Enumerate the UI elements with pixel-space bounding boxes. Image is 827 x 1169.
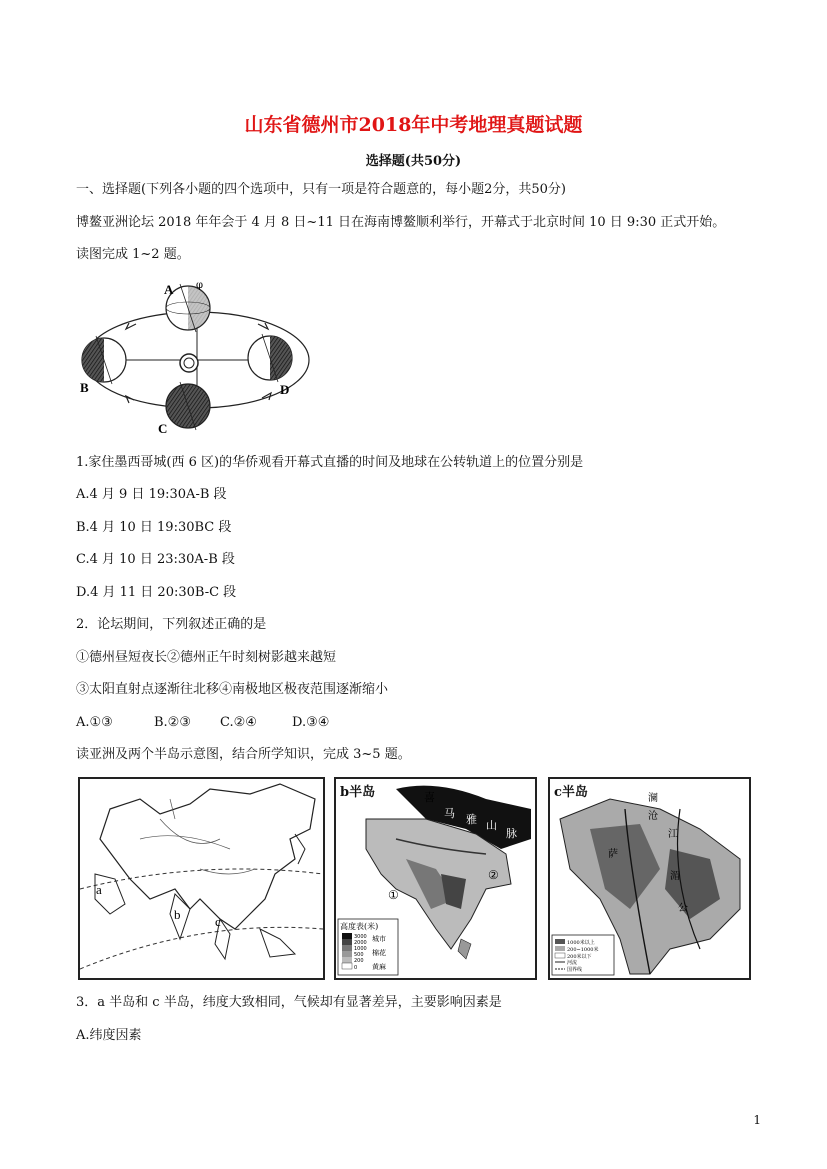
b-legend-item: 黄麻 bbox=[372, 963, 386, 971]
earth-position-d bbox=[248, 334, 292, 382]
c-peninsula-map bbox=[548, 777, 751, 980]
c-legend-item: 200米以下 bbox=[567, 954, 592, 960]
c-peninsula-title: c半岛 bbox=[552, 781, 590, 800]
question-2-option-b: B.②③ bbox=[154, 715, 191, 730]
b-peninsula-map bbox=[334, 777, 537, 980]
orbit-label-d: D bbox=[280, 382, 290, 397]
b-peninsula-title: b半岛 bbox=[338, 781, 377, 800]
c-place-char: 江 bbox=[668, 829, 678, 840]
b-place-char: 脉 bbox=[506, 827, 517, 840]
question-2-stem: 2．论坛期间，下列叙述正确的是 bbox=[76, 617, 267, 632]
orbit-arrow-icon bbox=[258, 323, 268, 329]
b-legend-level: 500 bbox=[354, 952, 364, 958]
page-number: 1 bbox=[753, 1113, 761, 1127]
b-legend-level: 1000 bbox=[354, 946, 367, 952]
b-place-char: 喜 bbox=[424, 791, 435, 804]
orbit-arrow-icon bbox=[126, 323, 136, 329]
earth-position-b bbox=[82, 336, 126, 384]
question-1-option-d: D.4 月 11 日 20:30B-C 段 bbox=[76, 585, 237, 600]
c-legend-item: 1000米以上 bbox=[567, 940, 595, 946]
b-marker-1: ① bbox=[388, 888, 399, 902]
c-peninsula-drawing bbox=[550, 779, 749, 978]
context-text-3: 读亚洲及两个半岛示意图，结合所学知识，完成 3~5 题。 bbox=[76, 747, 411, 762]
question-3-stem: 3．a 半岛和 c 半岛，纬度大致相同，气候却有显著差异，主要影响因素是 bbox=[76, 995, 502, 1010]
question-1-stem: 1.家住墨西哥城(西 6 区)的华侨观看开幕式直播的时间及地球在公转轨道上的位置分别是 bbox=[76, 455, 584, 470]
b-legend-item: 城市 bbox=[372, 935, 386, 943]
b-place-char: 雅 bbox=[466, 813, 477, 826]
c-legend-item: 河流 bbox=[567, 960, 578, 966]
orbit-label-a: A bbox=[164, 282, 174, 297]
asia-map-drawing bbox=[80, 779, 323, 978]
b-legend-title: 高度表(米) bbox=[340, 922, 379, 931]
c-legend-item: 200~1000米 bbox=[567, 947, 599, 953]
document-title: 山东省德州市2018年中考地理真题试题 bbox=[244, 114, 583, 136]
c-place-char: 澜 bbox=[648, 793, 658, 804]
question-2-statement-1: ①德州昼短夜长②德州正午时刻树影越来越短 bbox=[76, 650, 337, 665]
orbit-label-c: C bbox=[158, 421, 168, 436]
context-text-1: 博鳌亚洲论坛 2018 年年会于 4 月 8 日~11 日在海南博鳌顺利举行，开幕式于北京时间 10 日 9:30 正式开始。 bbox=[76, 215, 726, 230]
section-intro: 一、选择题(下列各小题的四个选项中，只有一项是符合题意的，每小题2分，共50分) bbox=[76, 182, 566, 197]
asia-label-a: a bbox=[96, 882, 102, 897]
c-legend-item: 国界线 bbox=[567, 967, 583, 973]
asia-map bbox=[78, 777, 325, 980]
c-place-char: 湄 bbox=[670, 871, 680, 882]
context-text-2: 读图完成 1~2 题。 bbox=[76, 247, 190, 262]
b-legend-level: 2000 bbox=[354, 940, 367, 946]
earth-position-c bbox=[166, 382, 210, 430]
b-legend-level: 200 bbox=[354, 958, 364, 964]
orbit-label-b: B bbox=[80, 380, 89, 395]
question-2-statement-2: ③太阳直射点逐渐往北移④南极地区极夜范围逐渐缩小 bbox=[76, 682, 389, 697]
b-legend-level: 3000 bbox=[354, 934, 367, 940]
b-peninsula-drawing bbox=[336, 779, 535, 978]
earth-orbit-diagram bbox=[76, 280, 316, 440]
b-legend-item: 棉花 bbox=[372, 949, 386, 957]
question-1-option-a: A.4 月 9 日 19:30A-B 段 bbox=[76, 487, 227, 502]
b-legend-level: 0 bbox=[354, 965, 358, 971]
question-3-option-a: A.纬度因素 bbox=[76, 1028, 142, 1043]
b-place-char: 山 bbox=[486, 819, 497, 832]
c-place-char: 公 bbox=[678, 903, 688, 914]
c-place-char: 萨 bbox=[608, 849, 618, 860]
orbit-arrow-icon bbox=[126, 396, 134, 403]
question-2-option-c: C.②④ bbox=[220, 715, 257, 730]
question-2-option-d: D.③④ bbox=[292, 715, 330, 730]
b-place-char: 马 bbox=[444, 807, 455, 820]
b-marker-2: ② bbox=[488, 868, 499, 882]
question-1-option-b: B.4 月 10 日 19:30BC 段 bbox=[76, 520, 232, 535]
asia-label-c: c bbox=[215, 914, 221, 929]
question-1-option-c: C.4 月 10 日 23:30A-B 段 bbox=[76, 552, 235, 567]
sun-icon bbox=[180, 354, 198, 372]
question-2-option-a: A.①③ bbox=[76, 715, 113, 730]
section-subtitle: 选择题(共50分) bbox=[365, 154, 462, 169]
c-place-char: 沧 bbox=[648, 811, 658, 822]
axis-symbol: φ bbox=[196, 280, 204, 291]
asia-label-b: b bbox=[174, 907, 181, 922]
